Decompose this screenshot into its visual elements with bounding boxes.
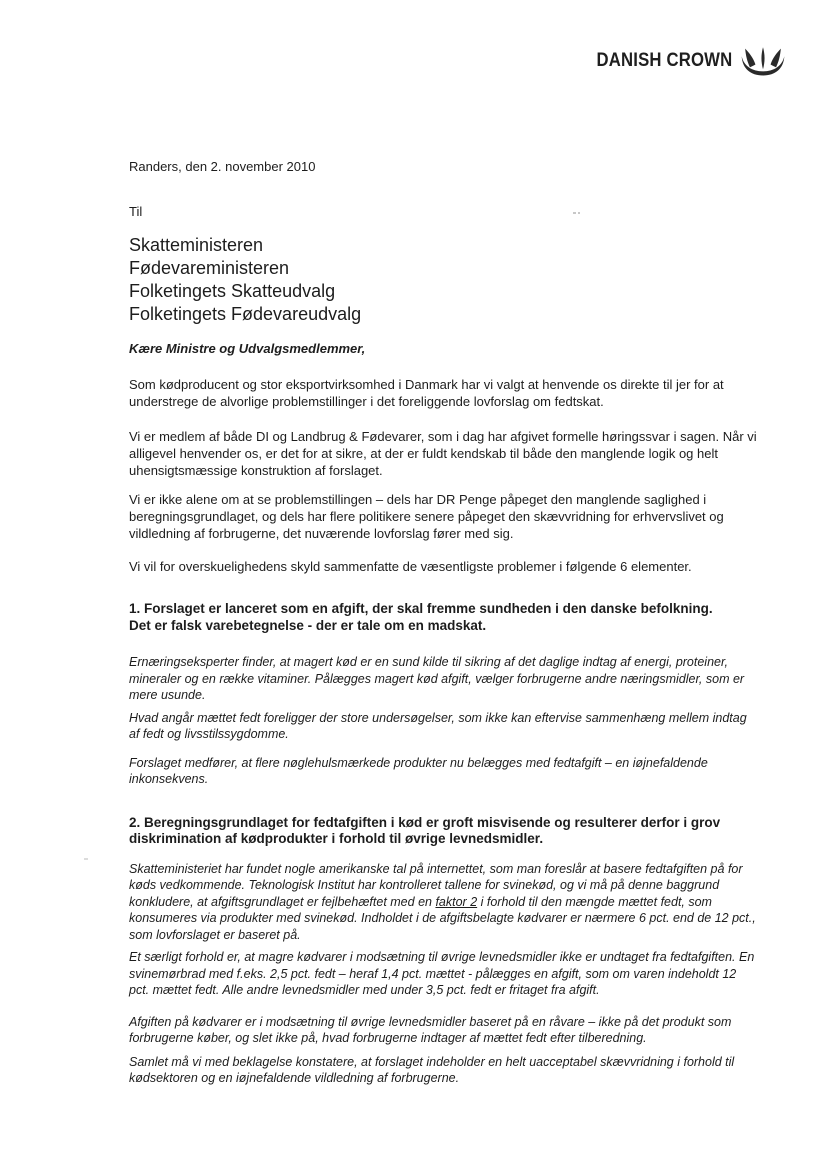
underlined-text: faktor 2 — [435, 894, 478, 909]
intro-paragraph: Vi vil for overskuelighedens skyld sammenfatte de væsentligste problemer i følgende 6 elementer. — [129, 559, 692, 574]
section-1-paragraph: Forslaget medfører, at flere nøglehulsmærkede produkter nu belægges med fedtafgift – en iøjnefaldende inkonsekvens. — [129, 755, 708, 786]
section-2-paragraph: Et særligt forhold er, at magre kødvarer i modsætning til øvrige levnedsmidler ikke er undtaget fra fedtafgiften. En svinemørbrad med f.eks. 2,5 pct. fedt – heraf 1,4 pct. mættet - pålægges en afgift, som om varen indeholdt 12 pct. mættet fedt. Alle andre levnedsmidler med under 3,5 pct. fedt er fritaget fra afgift. — [129, 950, 755, 997]
scan-speck — [578, 212, 580, 214]
paragraph-text: i forhold til den mængde mættet fedt, som konsumeres via produkter med svinekød. Indholdet i de afgiftsbelagte kødvarer er nærmere 6 pct. end de 12 pct., som lovforslaget er baseret på. — [129, 894, 756, 942]
section-2-paragraph: Afgiften på kødvarer er i modsætning til øvrige levnedsmidler baseret på en råvare – ikke på det produkt som forbrugerne køber, og slet ikke på, hvad forbrugerne indtager af mættet fedt efter tilberedning. — [129, 1014, 732, 1045]
heading-line: 1. Forslaget er lanceret som en afgift, der skal fremme sundheden i den danske befolkning. — [129, 601, 713, 616]
recipient-list — [129, 234, 757, 326]
heading-line: diskrimination af kødprodukter i forhold til øvrige levnedsmidler. — [129, 831, 544, 846]
section-1-heading — [129, 601, 757, 634]
section-1-paragraph: Ernæringseksperter finder, at magert kød er en sund kilde til sikring af det daglige indtag af energi, proteiner, mineraler og en række vitaminer. Pålægges magert kød afgift, vælger forbrugerne andre næringsmidler, som er mere usunde. — [129, 655, 745, 702]
intro-paragraph: Vi er ikke alene om at se problemstillingen – dels har DR Penge påpeget den manglende saglighed i beregningsgrundlaget, og dels har flere politikere senere påpeget den skævvridning for erhvervslivet og vildledning af forbrugerne, det nuværende lovforslag fører med sig. — [129, 492, 724, 541]
intro-paragraph: Som kødproducent og stor eksportvirksomhed i Danmark har vi valgt at henvende os direkte til jer for at understrege de alvorlige problemstillinger i det foreliggende lovforslag om fedtskat. — [129, 377, 724, 409]
scan-speck — [573, 212, 576, 214]
to-label: Til — [129, 204, 143, 219]
paragraph-text: Skatteministeriet har fundet nogle amerikanske tal på internettet, som man foreslår at basere fedtafgiften på for køds vedkommende. Teknologisk Institut har kontrolleret tallene for svinekød, og vi må på denne baggrund konkludere, at afgiftsgrundlaget er fejlbehæftet med en — [129, 861, 743, 909]
intro-paragraph: Vi er medlem af både DI og Landbrug & Fødevarer, som i dag har afgivet formelle høringssvar i sagen. Når vi alligevel henvender os, er det for at sikre, at der er fuldt kendskab til både den manglende logik og helt uhensigtsmæssige konstruktion af forslaget. — [129, 429, 757, 478]
section-2-paragraph: Samlet må vi med beklagelse konstatere, at forslaget indeholder en helt uacceptabel skævvridning i forhold til kødsektoren og en iøjnefaldende vildledning af forbrugerne. — [129, 1054, 735, 1085]
recipient: Skatteministeren — [129, 235, 264, 255]
scan-speck — [84, 858, 88, 860]
salutation: Kære Ministre og Udvalgsmedlemmer, — [129, 341, 366, 356]
letter-body — [129, 0, 757, 1087]
dateline: Randers, den 2. november 2010 — [129, 159, 316, 174]
heading-line: 2. Beregningsgrundlaget for fedtafgiften i kød er groft misvisende og resulterer derfor i grov — [129, 814, 721, 830]
section-1-paragraph: Hvad angår mættet fedt foreligger der store undersøgelser, som ikke kan eftervise sammenhæng mellem indtag af fedt og livsstilssygdomme. — [129, 710, 747, 741]
recipient: Fødevareministeren — [129, 258, 290, 278]
recipient: Folketingets Skatteudvalg — [129, 281, 336, 301]
section-2-heading — [129, 815, 757, 848]
logo-text: DANISH CROWN — [596, 50, 732, 71]
heading-line: Det er falsk varebetegnelse - der er tale om en madskat. — [129, 617, 487, 633]
recipient: Folketingets Fødevareudvalg — [129, 304, 362, 324]
section-2-paragraph — [129, 861, 757, 944]
